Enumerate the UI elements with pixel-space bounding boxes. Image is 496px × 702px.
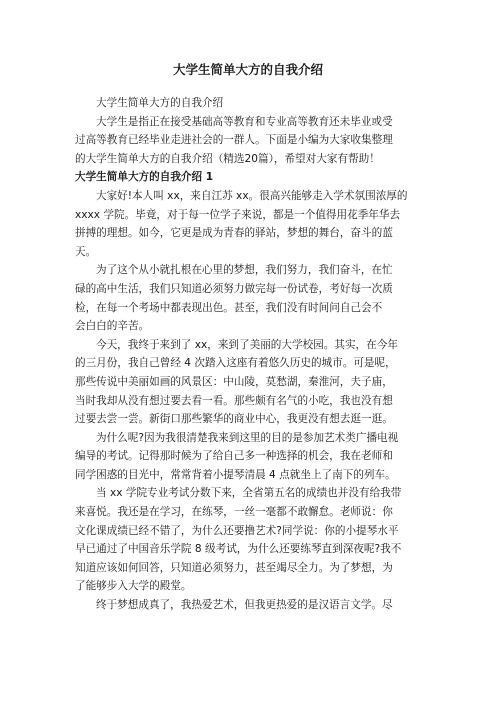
text-line: 拼搏的理想。如今，它更是成为青春的驿站，梦想的舞台，奋斗的蓝 <box>75 227 393 240</box>
text-line: 过高等教育已经毕业走进社会的一群人。下面是小编为大家收集整理 <box>75 134 393 147</box>
text-line: 当时我却从没有想过要去看一看。那些颇有名气的小吃，我也没有想 <box>75 394 393 407</box>
text-line: 编导的考试。记得那时候为了给自己多一种选择的机会，我在老师和 <box>75 450 393 463</box>
text-line: xxxx 学院。毕竟，对于每一位学子来说，都是一个值得用花季年华去 <box>75 208 401 221</box>
text-line: 为什么呢?因为我很清楚我来到这里的目的是参加艺术类广播电视 <box>96 431 399 444</box>
text-line: 天。 <box>75 245 97 258</box>
text-line: 早已通过了中国音乐学院 8 级考试，为什么还要练琴直到深夜呢?我不 <box>75 543 402 556</box>
text-line: 终于梦想成真了，我热爱艺术，但我更热爱的是汉语言文学。尽 <box>96 599 393 612</box>
section-heading: 大学生简单大方的自我介绍 1 <box>75 171 214 184</box>
text-line: 来喜悦。我还是在学习，在练琴，一丝一毫都不敢懈怠。老师说：你 <box>75 506 393 519</box>
text-line: 了能够步入大学的殿堂。 <box>75 580 192 593</box>
text-line: 同学困惑的目光中，常常背着小提琴清晨 4 点就坐上了南下的列车。 <box>75 468 396 481</box>
text-line: 会白白的辛苦。 <box>75 320 150 333</box>
text-line: 大家好!本人叫 xx，来自江苏 xx。很高兴能够走入学术氛围浓厚的 <box>96 189 408 202</box>
text-line: 大学生简单大方的自我介绍 <box>96 97 224 109</box>
text-line: 的三月份，我自己曾经 4 次踏入这座有着悠久历史的城市。可是呢， <box>75 357 396 370</box>
article-text <box>75 94 428 615</box>
text-line: 知道应该如何回答，只知道必须努力，甚至竭尽全力。为了梦想，为 <box>75 561 393 574</box>
document-body <box>75 94 428 615</box>
text-line: 过要去尝一尝。新街口那些繁华的商业中心，我更没有想去逛一逛。 <box>75 413 393 426</box>
text-line: 大学生是指正在接受基础高等教育和专业高等教育还未毕业或受 <box>96 115 393 128</box>
text-line: 那些传说中美丽如画的风景区：中山陵，莫愁湖，秦淮河，夫子庙， <box>75 375 393 388</box>
text-line: 的大学生简单大方的自我介绍（精选20篇），希望对大家有帮助！ <box>75 152 380 165</box>
text-line: 今天，我终于来到了 xx，来到了美丽的大学校园。其实，在今年 <box>96 338 398 351</box>
text-line: 检，在每一个考场中都表现出色。甚至，我们没有时间问自己会不 <box>75 301 383 314</box>
text-line: 文化课成绩已经不错了，为什么还要撸艺术?同学说：你的小提琴水平 <box>75 524 399 537</box>
text-line: 碌的高中生活，我们只知道必须努力做完每一份试卷，考好每一次质 <box>75 282 393 295</box>
document-title: 大学生简单大方的自我介绍 <box>172 62 323 77</box>
text-line: 当 xx 学院专业考试分数下来，全省第五名的成绩也并没有给我带 <box>96 487 402 500</box>
text-line: 为了这个从小就扎根在心里的梦想，我们努力，我们奋斗，在忙 <box>96 264 393 277</box>
